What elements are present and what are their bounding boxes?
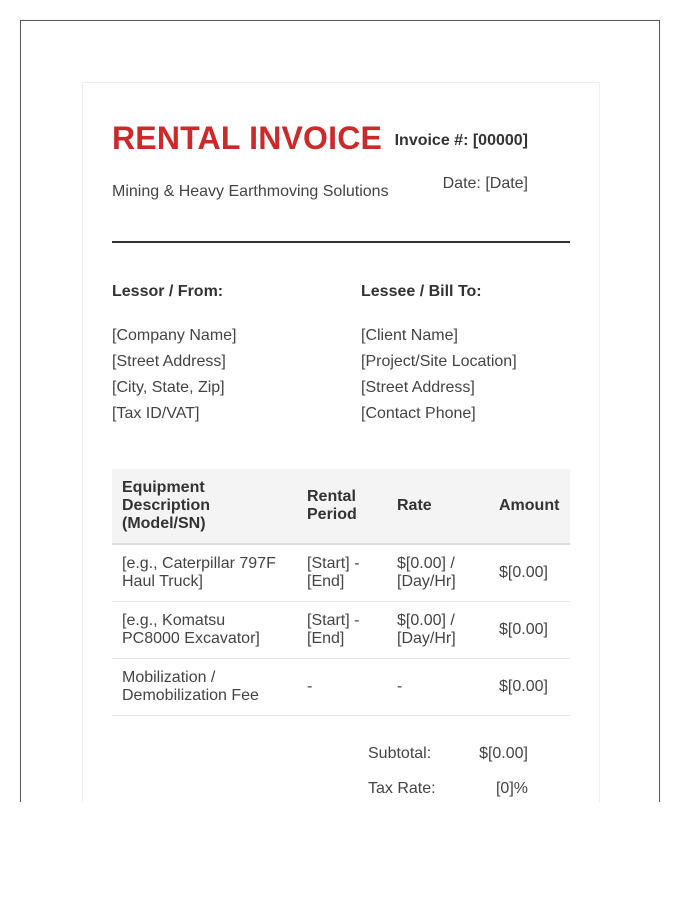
- cell-period: [Start] - [End]: [297, 544, 387, 601]
- col-header-rate: Rate: [387, 469, 489, 544]
- lessor-block: [112, 283, 352, 427]
- lessee-phone: [Contact Phone]: [361, 405, 476, 422]
- tax-rate-value: [0]%: [495, 780, 528, 797]
- lessor-company: [Company Name]: [112, 327, 237, 344]
- cell-description: [e.g., Caterpillar 797F Haul Truck]: [112, 544, 297, 601]
- tax-rate-label: Tax Rate:: [368, 780, 436, 797]
- lessee-site: [Project/Site Location]: [361, 353, 517, 370]
- invoice-title: RENTAL INVOICE: [112, 120, 383, 156]
- cell-rate: $[0.00] / [Day/Hr]: [387, 544, 489, 601]
- totals-block: [328, 744, 528, 802]
- col-header-period: Rental Period: [297, 469, 387, 544]
- page-frame: [20, 20, 660, 802]
- col-header-description: Equipment Description (Model/SN): [112, 469, 297, 544]
- invoice-number: Invoice #: [00000]: [394, 132, 528, 149]
- col-header-amount: Amount: [489, 469, 570, 544]
- lessee-client: [Client Name]: [361, 327, 458, 344]
- header-divider: [112, 241, 570, 243]
- lessee-block: [361, 283, 601, 427]
- subtotal-value: $[0.00]: [479, 745, 528, 762]
- lessee-heading: Lessee / Bill To:: [361, 283, 482, 300]
- invoice-date: Date: [Date]: [442, 175, 528, 192]
- subtotal-label: Subtotal:: [368, 745, 432, 762]
- table-row: [112, 658, 570, 715]
- cell-amount: $[0.00]: [489, 658, 570, 715]
- cell-amount: $[0.00]: [489, 601, 570, 658]
- cell-rate: $[0.00] / [Day/Hr]: [387, 601, 489, 658]
- cell-period: -: [297, 658, 387, 715]
- cell-period: [Start] - [End]: [297, 601, 387, 658]
- equipment-table: [112, 469, 570, 716]
- table-row: [112, 544, 570, 601]
- subtotal-row: [328, 744, 528, 764]
- company-tagline: Mining & Heavy Earthmoving Solutions: [112, 183, 389, 200]
- lessee-street: [Street Address]: [361, 379, 475, 396]
- tax-rate-row: [328, 779, 528, 799]
- cell-rate: -: [387, 658, 489, 715]
- cell-amount: $[0.00]: [489, 544, 570, 601]
- table-header-row: [112, 469, 570, 544]
- lessor-heading: Lessor / From:: [112, 283, 224, 300]
- lessor-street: [Street Address]: [112, 353, 226, 370]
- lessor-tax-id: [Tax ID/VAT]: [112, 405, 200, 422]
- lessor-city: [City, State, Zip]: [112, 379, 225, 396]
- cell-description: [e.g., Komatsu PC8000 Excavator]: [112, 601, 297, 658]
- cell-description: Mobilization / Demobilization Fee: [112, 658, 297, 715]
- table-row: [112, 601, 570, 658]
